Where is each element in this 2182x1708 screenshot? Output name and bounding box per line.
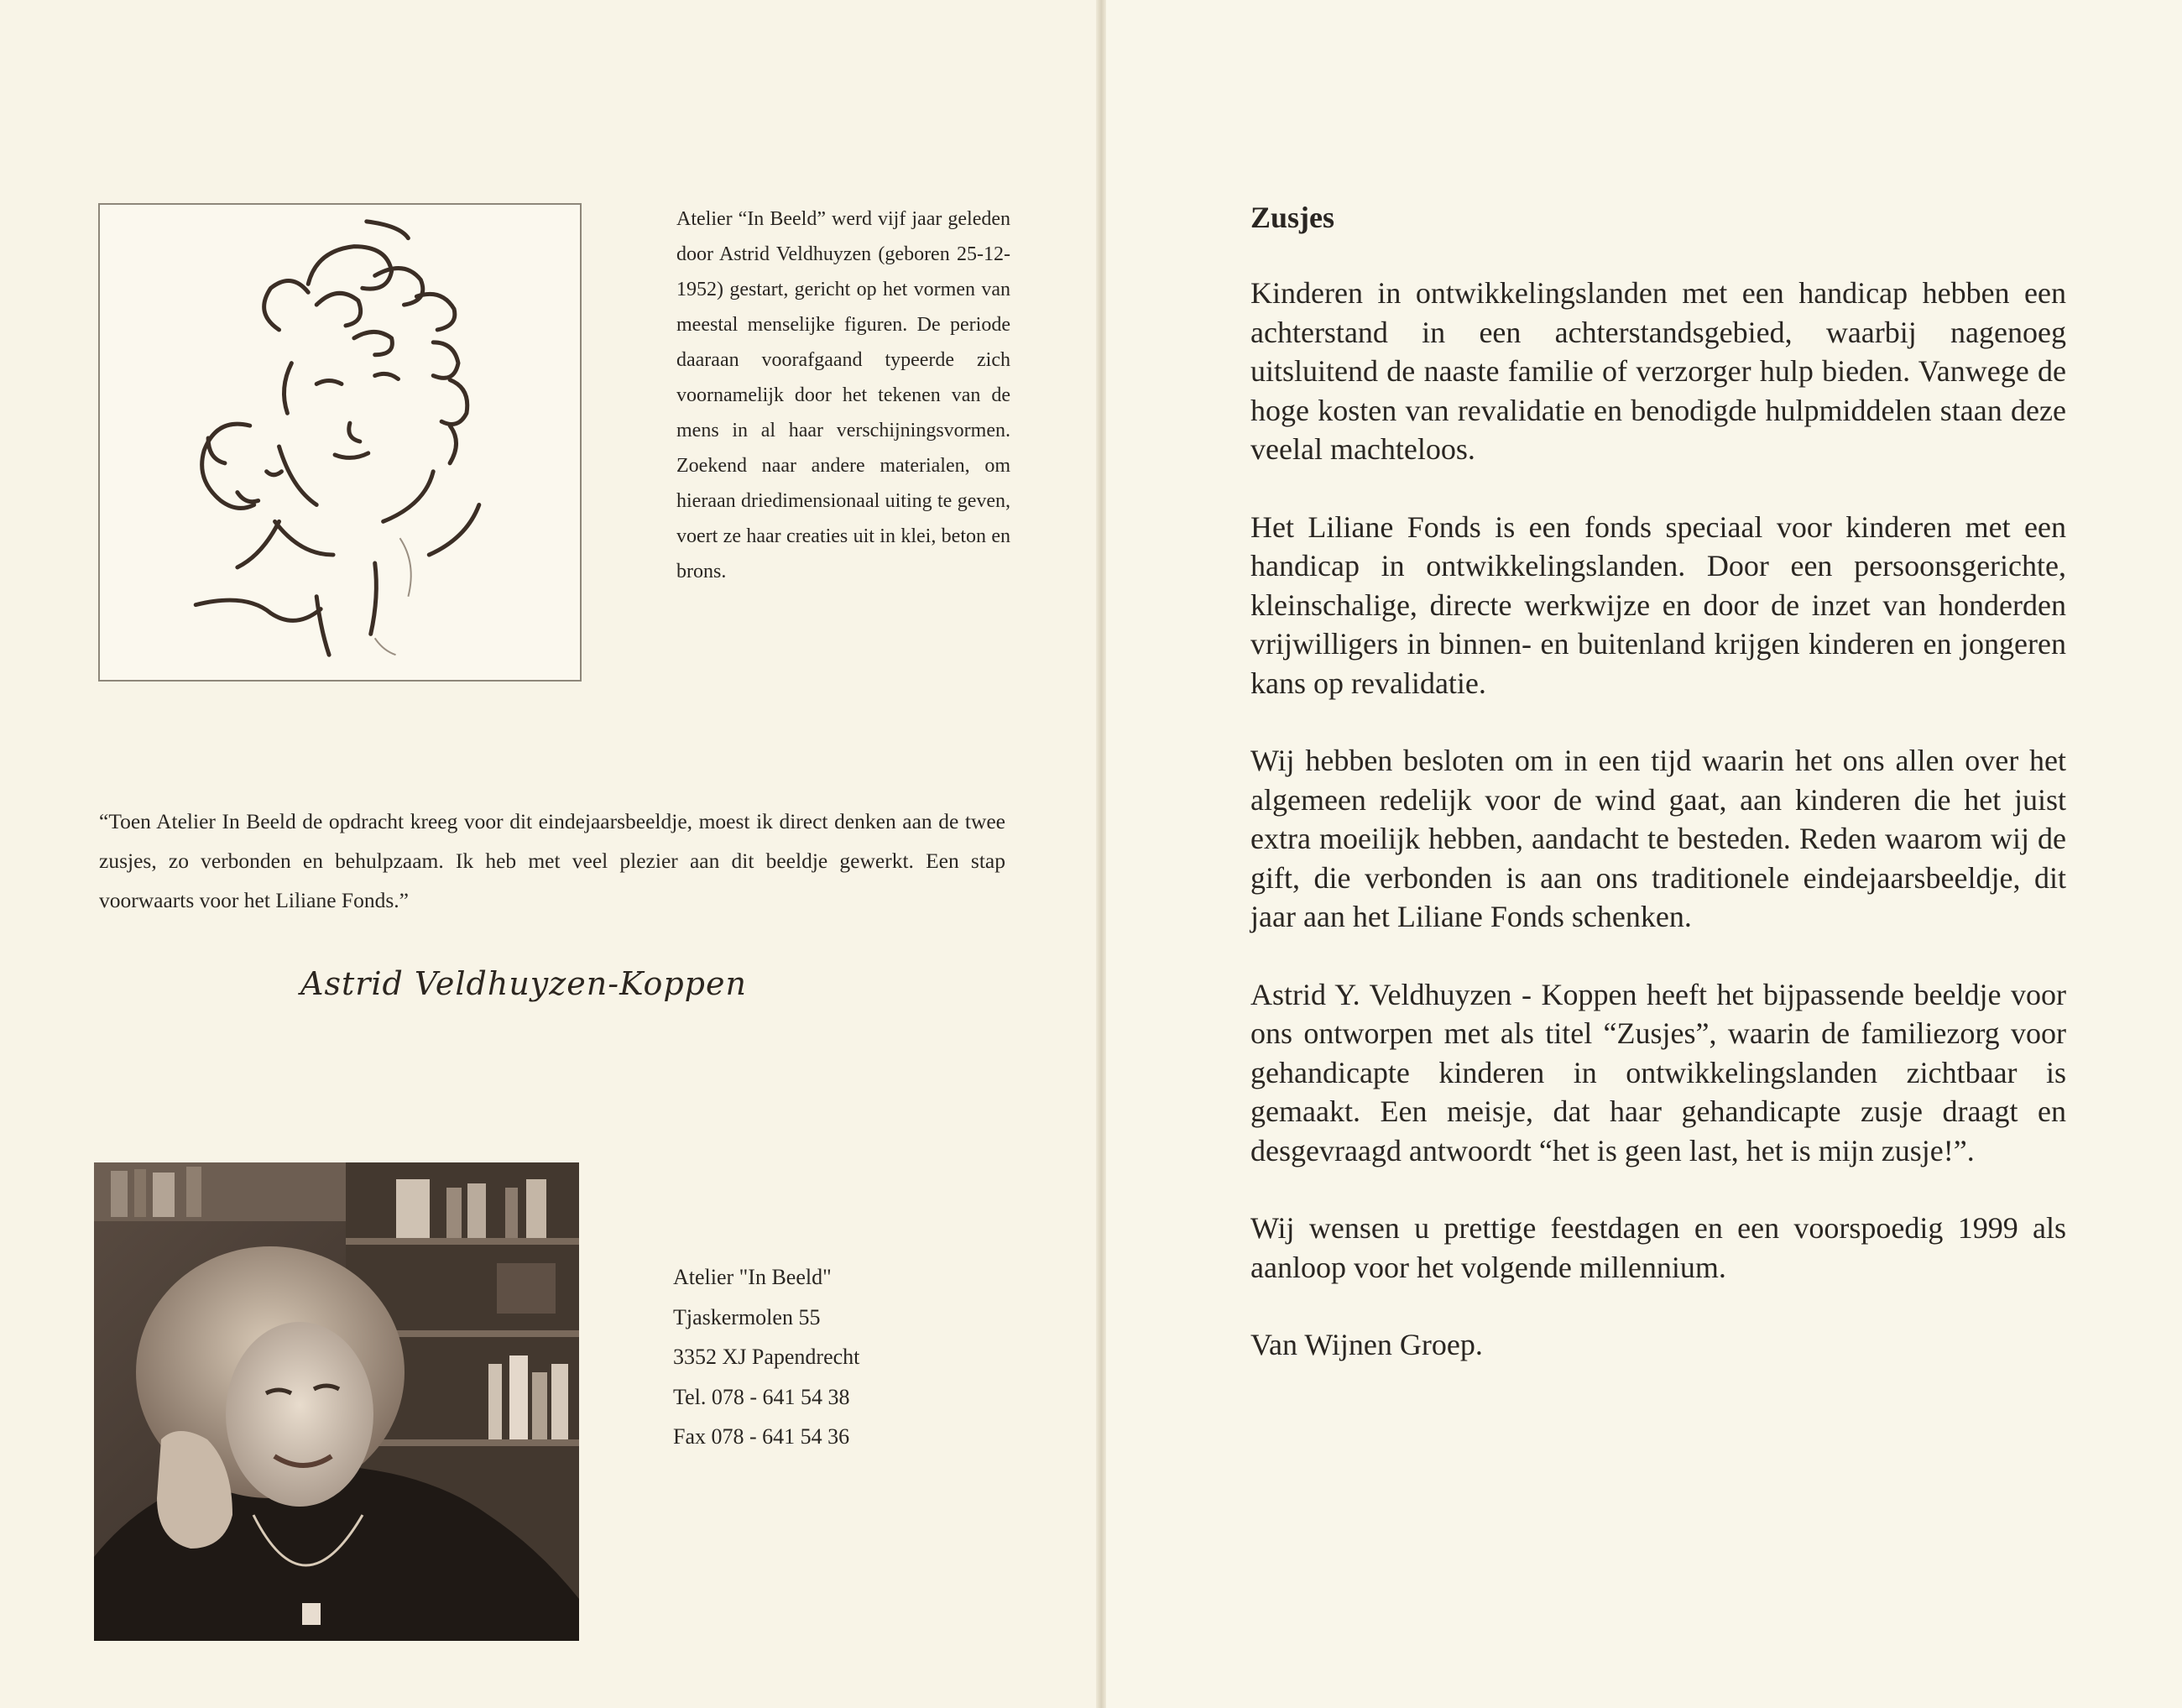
paragraph: Wij wensen u prettige feestdagen en een voorspoedig 1999 als aanloop voor het volgende millennium. — [1250, 1211, 2066, 1284]
paragraph: Astrid Y. Veldhuyzen - Koppen heeft het bijpassende beeldje voor ons ontworpen met als titel “Zusjes”, waarin de familiezorg voor gehandicapte kinderen in ontwikkelingslanden zichtbaar is gemaakt. Een meisje, dat haar gehandicapte zusje draagt en desgevraagd antwoordt “het is geen last, het is mijn zusje!”. — [1250, 977, 2066, 1167]
paragraph: Kinderen in ontwikkelingslanden met een handicap hebben een achterstand in een achterstandsgebied, waarbij nagenoeg uitsluitend de naaste familie of verzorger hulp bieden. Vanwege de hoge kosten van revalidatie en benodigde hulpmiddelen staan deze veelal machteloos. — [1250, 276, 2066, 466]
address-phone: Tel. 078 - 641 54 38 — [673, 1384, 850, 1409]
address-name: Atelier "In Beeld" — [673, 1265, 832, 1289]
portrait-photo-icon — [94, 1162, 579, 1641]
page-title: Zusjes — [1250, 201, 1335, 234]
signature: Astrid Veldhuyzen-Koppen — [300, 965, 747, 1002]
paragraph: Wij hebben besloten om in een tijd waarin het ons allen over het algemeen redelijk voor de wind gaat, aan kinderen die het juist extra moeilijk hebben, aandacht te besteden. Reden waarom wij de gift, die verbonden is aan ons traditionele eindejaarsbeeldje, dit jaar aan het Liliane Fonds schenken. — [1250, 744, 2066, 933]
letter-body — [1250, 274, 2066, 1403]
atelier-address — [673, 1257, 975, 1457]
sketch-illustration — [98, 203, 582, 682]
address-city: 3352 XJ Papendrecht — [673, 1345, 860, 1369]
artist-bio: Atelier “In Beeld” werd vijf jaar geleden door Astrid Veldhuyzen (geboren 25-12-1952) gestart, gericht op het vormen van meestal menselijke figuren. De periode daaraan voorafgaand typeerde zich voornamelijk door het tekenen van de mens in al haar verschijningsvormen. Zoekend naar andere materialen, om hieraan driedimensionaal uiting te geven, voert ze haar creaties uit in klei, beton en brons. — [676, 208, 1010, 582]
address-street: Tjaskermolen 55 — [673, 1304, 821, 1329]
address-fax: Fax 078 - 641 54 36 — [673, 1424, 850, 1449]
mother-and-child-sketch-icon — [100, 205, 580, 680]
artist-portrait-photo — [94, 1162, 579, 1641]
closing-signature: Van Wijnen Groep. — [1250, 1328, 1483, 1361]
artist-quote: “Toen Atelier In Beeld de opdracht kreeg voor dit eindejaarsbeeldje, moest ik direct denken aan de twee zusjes, zo verbonden en behulpzaam. Ik heb met veel plezier aan dit beeldje gewerkt. Een stap voorwaarts voor het Liliane Fonds.” — [99, 809, 1005, 912]
paragraph: Het Liliane Fonds is een fonds speciaal voor kinderen met een handicap in ontwikkelingslanden. Door een persoonsgerichte, kleinschalige, directe werkwijze en door de inzet van honderden vrijwilligers in binnen- en buitenland krijgen kinderen en jongeren kans op revalidatie. — [1250, 509, 2066, 700]
